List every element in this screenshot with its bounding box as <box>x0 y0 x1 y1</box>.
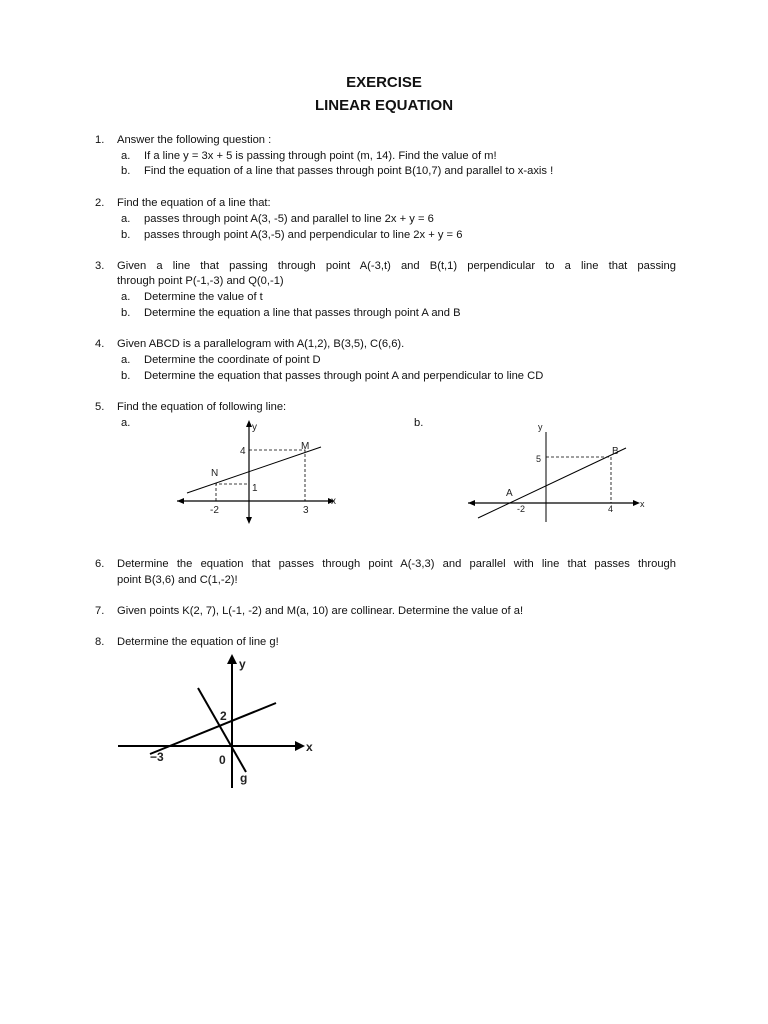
line-g-label: g <box>240 771 248 785</box>
question-5a-letter: a. <box>121 417 131 429</box>
x-axis-arrow <box>295 741 305 751</box>
question-2-text: Find the equation of a line that: <box>117 197 271 209</box>
question-4-text: Given ABCD is a parallelogram with A(1,2), B(3,5), C(6,6). <box>117 338 405 350</box>
question-1b-letter: b. <box>121 165 131 177</box>
y-axis-label: y <box>252 422 257 433</box>
y-intercept-label: 2 <box>220 709 227 723</box>
question-3-text-line2: through point P(-1,-3) and Q(0,-1) <box>117 275 284 287</box>
question-3-number: 3. <box>95 260 105 272</box>
question-1-number: 1. <box>95 134 105 146</box>
question-2b-text: passes through point A(3,-5) and perpendicular to line 2x + y = 6 <box>144 229 463 241</box>
x-tick-a-label: -2 <box>517 504 526 514</box>
y-tick-b-label: 5 <box>536 454 542 464</box>
question-5-number: 5. <box>95 401 105 413</box>
question-8-number: 8. <box>95 636 105 648</box>
question-5-text: Find the equation of following line: <box>117 401 287 413</box>
question-8-text: Determine the equation of line g! <box>117 636 279 648</box>
point-m-label: M <box>301 441 310 452</box>
point-a-label: A <box>506 488 513 499</box>
figure-5b-graph <box>466 420 656 524</box>
x-axis-right-arrow <box>633 500 640 506</box>
x-axis-left-arrow <box>468 500 475 506</box>
question-3b-text: Determine the equation a line that passes through point A and B <box>144 307 461 319</box>
figure-8-graph <box>112 650 322 790</box>
point-n-label: N <box>211 468 219 479</box>
y-axis-down-arrow <box>246 517 252 524</box>
x-axis-label: x <box>306 740 313 754</box>
question-6-text-line2: point B(3,6) and C(1,-2)! <box>117 574 238 586</box>
y-axis-arrow <box>227 654 237 664</box>
question-4a-text: Determine the coordinate of point D <box>144 354 321 366</box>
question-7-text: Given points K(2, 7), L(-1, -2) and M(a, 10) are collinear. Determine the value of a! <box>117 605 524 617</box>
question-7-number: 7. <box>95 605 105 617</box>
question-1b-text: Find the equation of a line that passes through point B(10,7) and parallel to x-axis ! <box>144 165 554 177</box>
question-6-number: 6. <box>95 558 105 570</box>
question-1-text: Answer the following question : <box>117 134 272 146</box>
question-2-number: 2. <box>95 197 105 209</box>
question-3a-letter: a. <box>121 291 131 303</box>
question-1a-text: If a line y = 3x + 5 is passing through point (m, 14). Find the value of m! <box>144 150 497 162</box>
y-tick-n-label: 1 <box>252 483 258 494</box>
question-4b-text: Determine the equation that passes through point A and perpendicular to line CD <box>144 370 544 382</box>
question-5b-letter: b. <box>414 417 424 429</box>
dashed-guide-b <box>546 457 611 503</box>
graph-line <box>478 448 626 518</box>
x-tick-n-label: -2 <box>210 505 219 516</box>
question-4b-letter: b. <box>121 370 131 382</box>
x-tick-m-label: 3 <box>303 505 309 516</box>
question-1a-letter: a. <box>121 150 131 162</box>
point-b-label: B <box>612 446 619 457</box>
x-axis-label: x <box>640 499 645 509</box>
question-4a-letter: a. <box>121 354 131 366</box>
question-6-text-line1: Determine the equation that passes through point A(-3,3) and parallel with line that passes through <box>117 558 676 570</box>
y-axis-label: y <box>538 422 543 432</box>
question-2a-text: passes through point A(3, -5) and parallel to line 2x + y = 6 <box>144 213 434 225</box>
figure-5a-graph <box>175 418 345 526</box>
question-2b-letter: b. <box>121 229 131 241</box>
y-axis-label: y <box>239 657 246 671</box>
question-3a-text: Determine the value of t <box>144 291 263 303</box>
x-intercept-label: −3 <box>150 750 164 764</box>
page-subtitle: LINEAR EQUATION <box>314 97 454 114</box>
y-tick-m-label: 4 <box>240 446 246 457</box>
x-axis-label: x <box>331 496 336 507</box>
dashed-guide-n <box>216 484 249 501</box>
question-3b-letter: b. <box>121 307 131 319</box>
page-title: EXERCISE <box>346 74 422 91</box>
question-3-text-line1: Given a line that passing through point A(-3,t) and B(t,1) perpendicular to a line that passing <box>117 260 676 272</box>
origin-label: 0 <box>219 753 226 767</box>
x-axis-left-arrow <box>177 498 184 504</box>
question-4-number: 4. <box>95 338 105 350</box>
x-tick-b-label: 4 <box>608 504 614 514</box>
question-2a-letter: a. <box>121 213 131 225</box>
